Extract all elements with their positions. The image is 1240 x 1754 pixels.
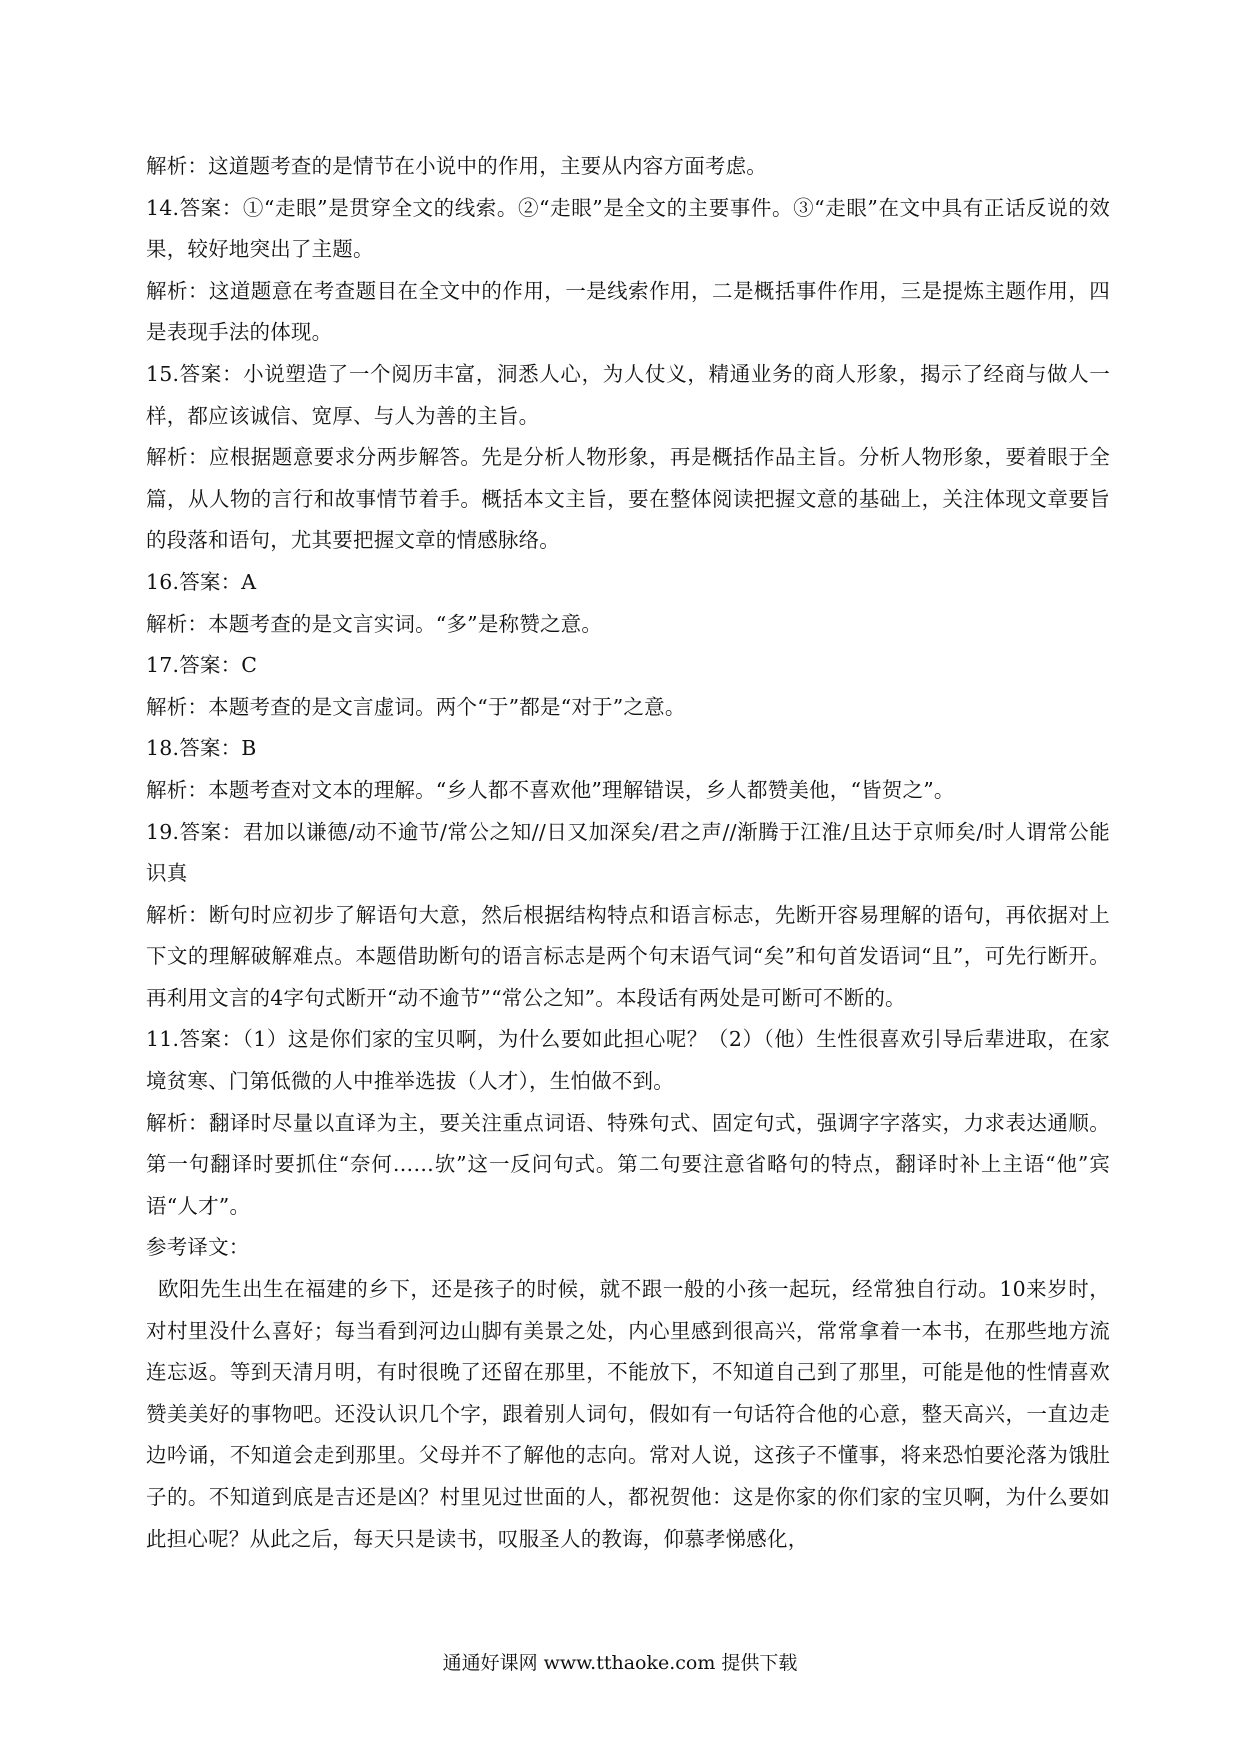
answer-paragraph: 17.答案：C xyxy=(146,653,258,678)
answer-paragraph: 14.答案：①“走眼”是贯穿全文的线索。②“走眼”是全文的主要事件。③“走眼”在文中具有正话反说的效果，较好地突出了主题。 xyxy=(146,195,1110,262)
analysis-paragraph: 解析：翻译时尽量以直译为主，要关注重点词语、特殊句式、固定句式，强调字字落实，力求表达通顺。第一句翻译时要抓住“奈何……欤”这一反问句式。第二句要注意省略句的特点，翻译时补上主语“他”宾语“人才”。 xyxy=(146,1110,1110,1218)
analysis-paragraph: 解析：这道题考查的是情节在小说中的作用，主要从内容方面考虑。 xyxy=(146,154,767,178)
answer-paragraph: 19.答案：君加以谦德/动不逾节/常公之知//日又加深矣/君之声//渐腾于江淮/且达于京师矣/时人谓常公能识真 xyxy=(146,819,1110,886)
answer-paragraph: 11.答案：（1）这是你们家的宝贝啊，为什么要如此担心呢？（2）（他）生性很喜欢引导后辈进取，在家境贫寒、门第低微的人中推举选拔（人才），生怕做不到。 xyxy=(146,1027,1110,1094)
analysis-paragraph: 解析：本题考查的是文言虚词。两个“于”都是“对于”之意。 xyxy=(146,694,686,719)
answer-paragraph: 15.答案：小说塑造了一个阅历丰富，洞悉人心，为人仗义，精通业务的商人形象，揭示了经商与做人一样，都应该诚信、宽厚、与人为善的主旨。 xyxy=(146,361,1110,428)
analysis-paragraph: 解析：本题考查的是文言实词。“多”是称赞之意。 xyxy=(146,611,603,636)
analysis-paragraph: 解析：应根据题意要求分两步解答。先是分析人物形象，再是概括作品主旨。分析人物形象，要着眼于全篇，从人物的言行和故事情节着手。概括本文主旨，要在整体阅读把握文意的基础上，关注体现文章要旨的段落和语句，尤其要把握文章的情感脉络。 xyxy=(146,445,1110,553)
document-body xyxy=(146,146,1110,1560)
page-footer: 通通好课网 www.tthaoke.com 提供下载 xyxy=(442,1652,798,1674)
answer-paragraph: 18.答案：B xyxy=(146,736,257,761)
answer-paragraph: 16.答案：A xyxy=(146,569,257,594)
analysis-paragraph: 解析：本题考查对文本的理解。“乡人都不喜欢他”理解错误，乡人都赞美他，“皆贺之”。 xyxy=(146,777,955,802)
reference-translation-paragraph: 欧阳先生出生在福建的乡下，还是孩子的时候，就不跟一般的小孩一起玩，经常独自行动。10来岁时，对村里没什么喜好；每当看到河边山脚有美景之处，内心里感到很高兴，常常拿着一本书，在那些地方流连忘返。等到天清月明，有时很晚了还留在那里，不能放下，不知道自己到了那里，可能是他的性情喜欢赞美美好的事物吧。还没认识几个字，跟着别人词句，假如有一句话符合他的心意，整天高兴，一直边走边吟诵，不知道会走到那里。父母并不了解他的志向。常对人说，这孩子不懂事，将来恐怕要沦落为饿肚子的。不知道到底是吉还是凶？村里见过世面的人，都祝贺他：这是你家的你们家的宝贝啊，为什么要如此担心呢？从此之后，每天只是读书，叹服圣人的教诲，仰慕孝悌感化， xyxy=(146,1277,1110,1551)
reference-translation-heading: 参考译文： xyxy=(146,1235,250,1260)
analysis-paragraph: 解析：断句时应初步了解语句大意，然后根据结构特点和语言标志，先断开容易理解的语句，再依据对上下文的理解破解难点。本题借助断句的语言标志是两个句末语气词“矣”和句首发语词“且”，可先行断开。再利用文言的4字句式断开“动不逾节”“常公之知”。本段话有两处是可断可不断的。 xyxy=(146,902,1110,1010)
analysis-paragraph: 解析：这道题意在考查题目在全文中的作用，一是线索作用，二是概括事件作用，三是提炼主题作用，四是表现手法的体现。 xyxy=(146,278,1110,345)
